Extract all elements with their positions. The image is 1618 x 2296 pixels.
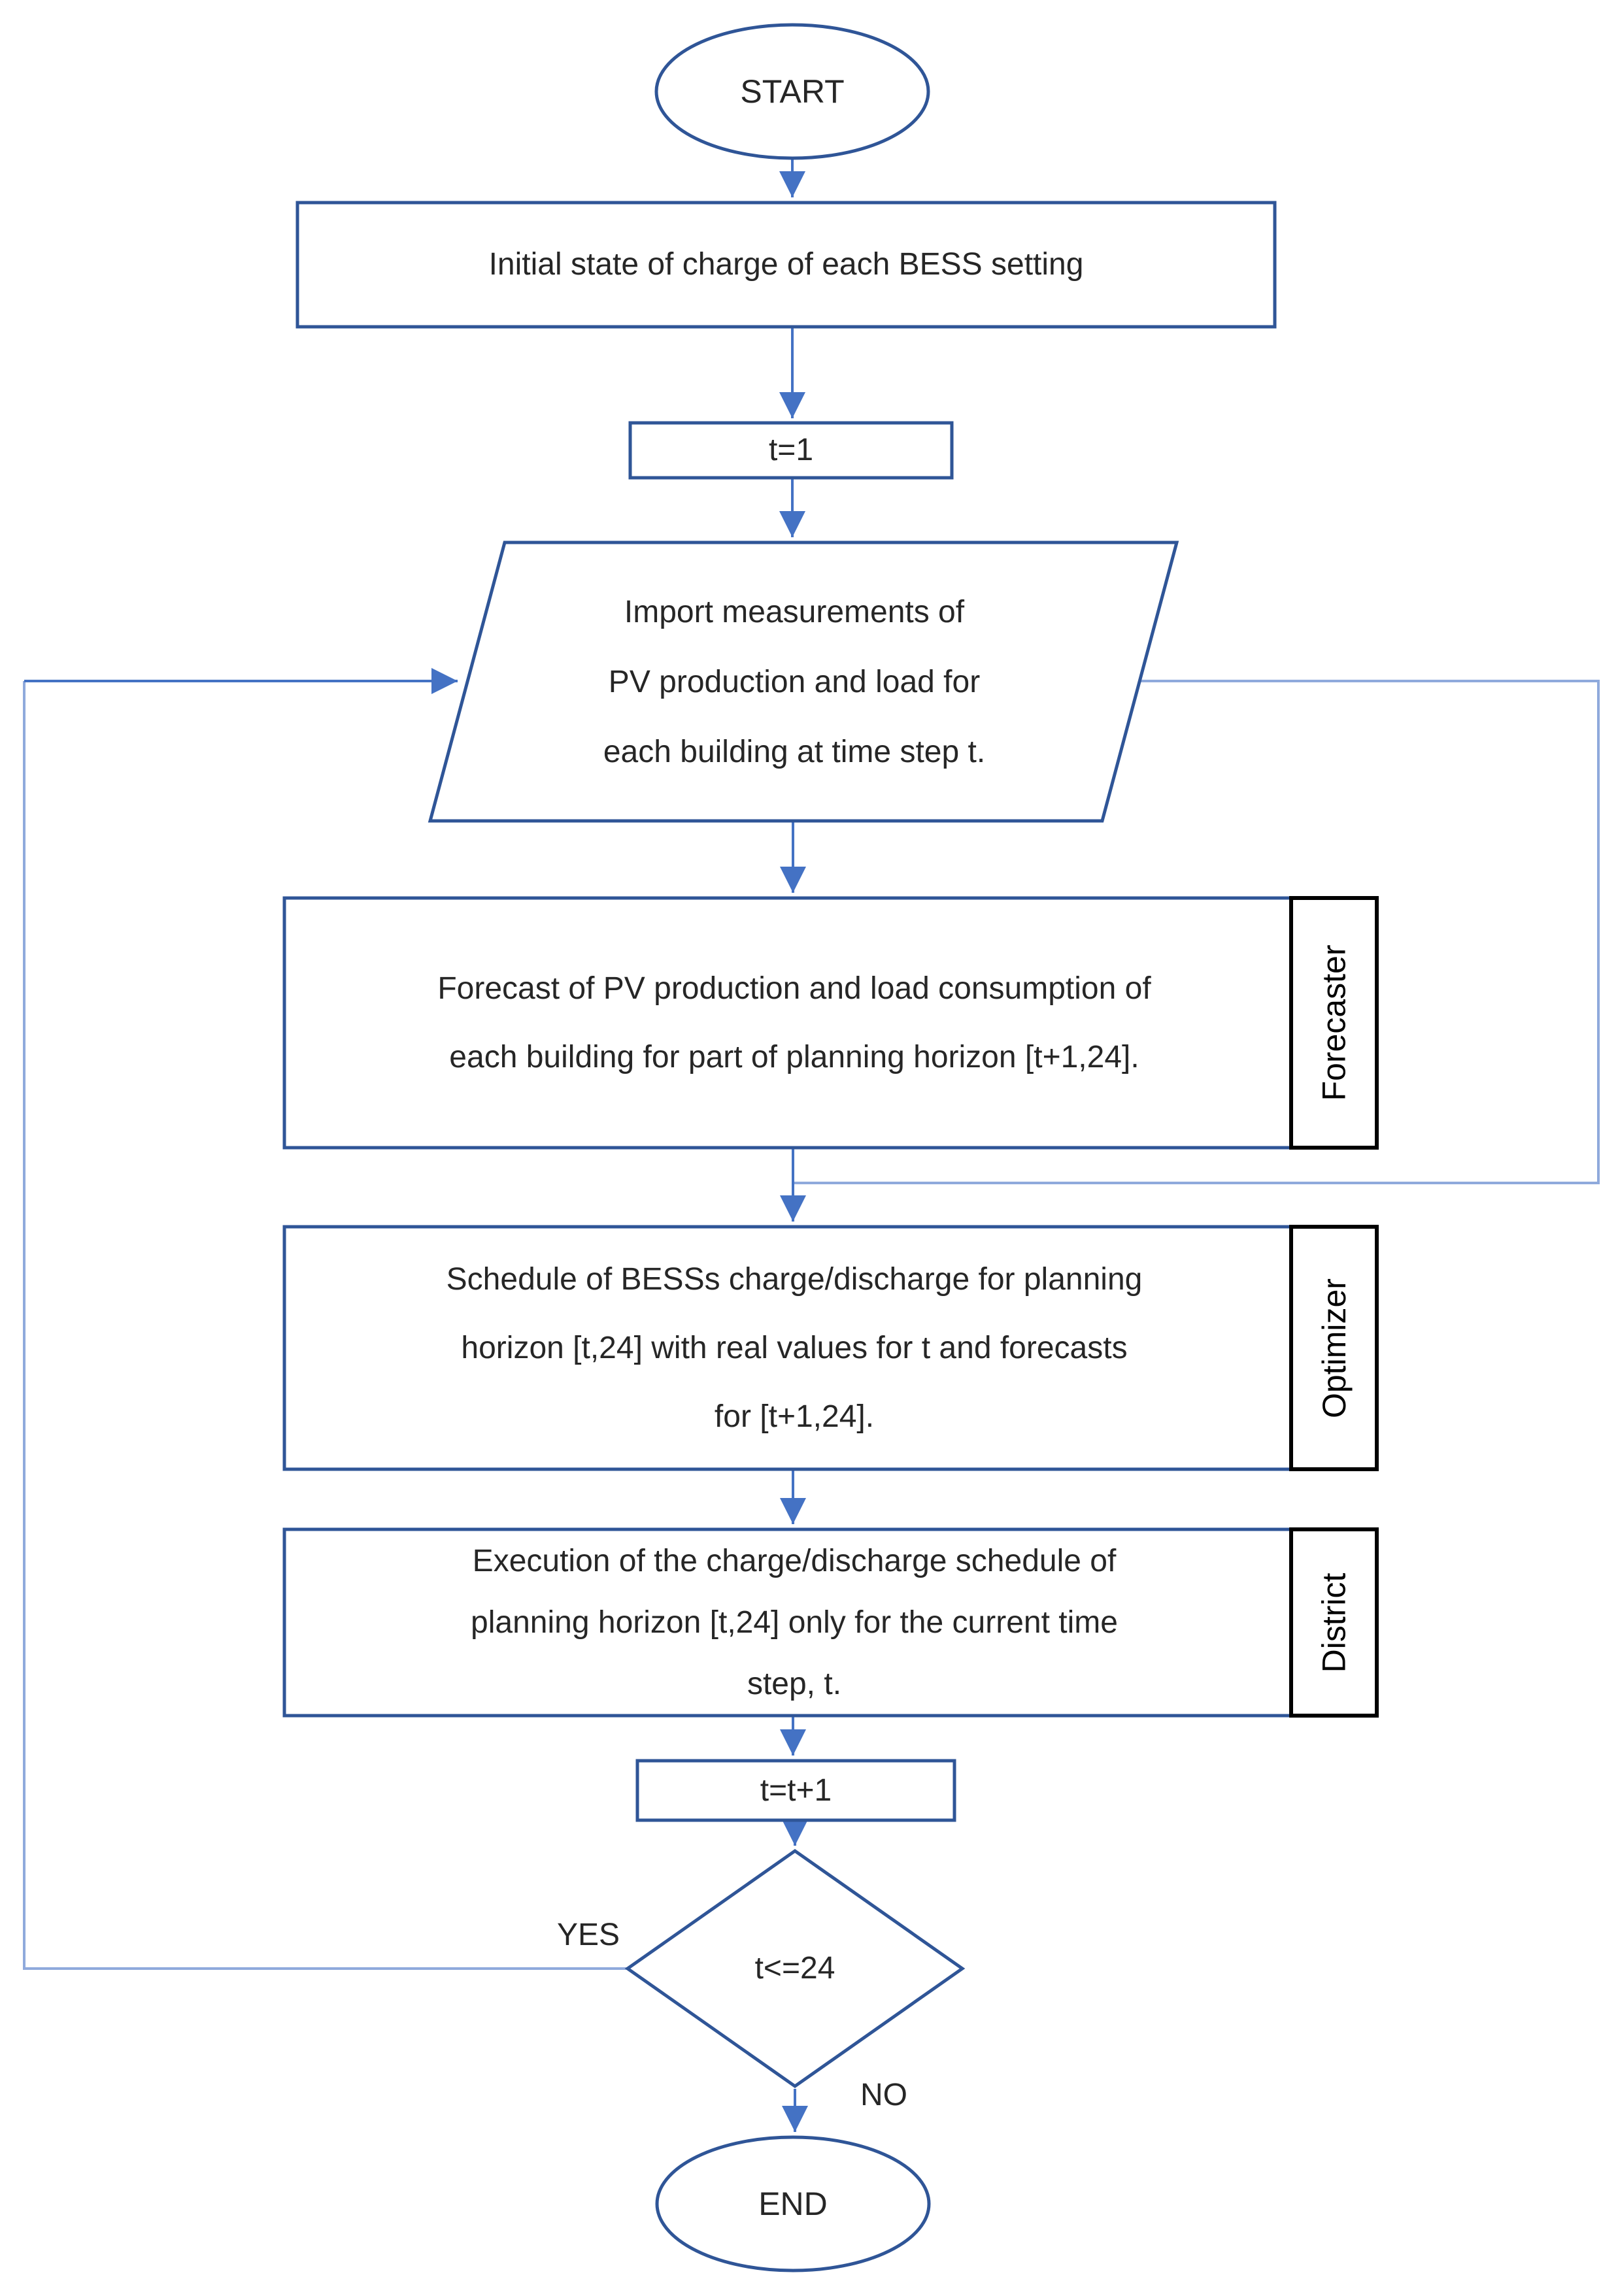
schedule-label xyxy=(297,1227,1291,1469)
forecast-label-line2: each building for part of planning horizon [t+1,24]. xyxy=(449,1040,1139,1074)
decision-label: t<=24 xyxy=(754,1951,835,1986)
execution-label-line3: step, t. xyxy=(747,1666,842,1701)
import-label-line3: each building at time step t. xyxy=(603,734,986,769)
schedule-label-line1: Schedule of BESSs charge/discharge for planning xyxy=(446,1262,1143,1297)
forecast-label-line1: Forecast of PV production and load consumption of xyxy=(437,971,1151,1006)
forecast-label xyxy=(297,898,1291,1148)
execution-label-line2: planning horizon [t,24] only for the current time xyxy=(471,1605,1118,1640)
schedule-label-line3: for [t+1,24]. xyxy=(714,1399,875,1434)
decision-yes-label: YES xyxy=(556,1918,620,1953)
increment-label: t=t+1 xyxy=(760,1772,832,1808)
import-label-line2: PV production and load for xyxy=(608,664,981,699)
start-label: START xyxy=(740,73,845,110)
execution-label-line1: Execution of the charge/discharge schedule of xyxy=(472,1543,1117,1578)
district-tag-label: District xyxy=(1315,1572,1353,1672)
import-label xyxy=(418,548,1170,816)
init-label: Initial state of charge of each BESS setting xyxy=(488,247,1084,282)
import-label-line1: Import measurements of xyxy=(624,594,965,629)
execution-label xyxy=(297,1529,1291,1716)
optimizer-tag-label: Optimizer xyxy=(1315,1278,1353,1418)
forecaster-tag-label: Forecaster xyxy=(1315,944,1353,1101)
decision-no-label: NO xyxy=(860,2078,907,2113)
schedule-label-line2: horizon [t,24] with real values for t and forecasts xyxy=(461,1331,1128,1365)
t-init-label: t=1 xyxy=(768,433,814,468)
end-label: END xyxy=(758,2186,828,2222)
